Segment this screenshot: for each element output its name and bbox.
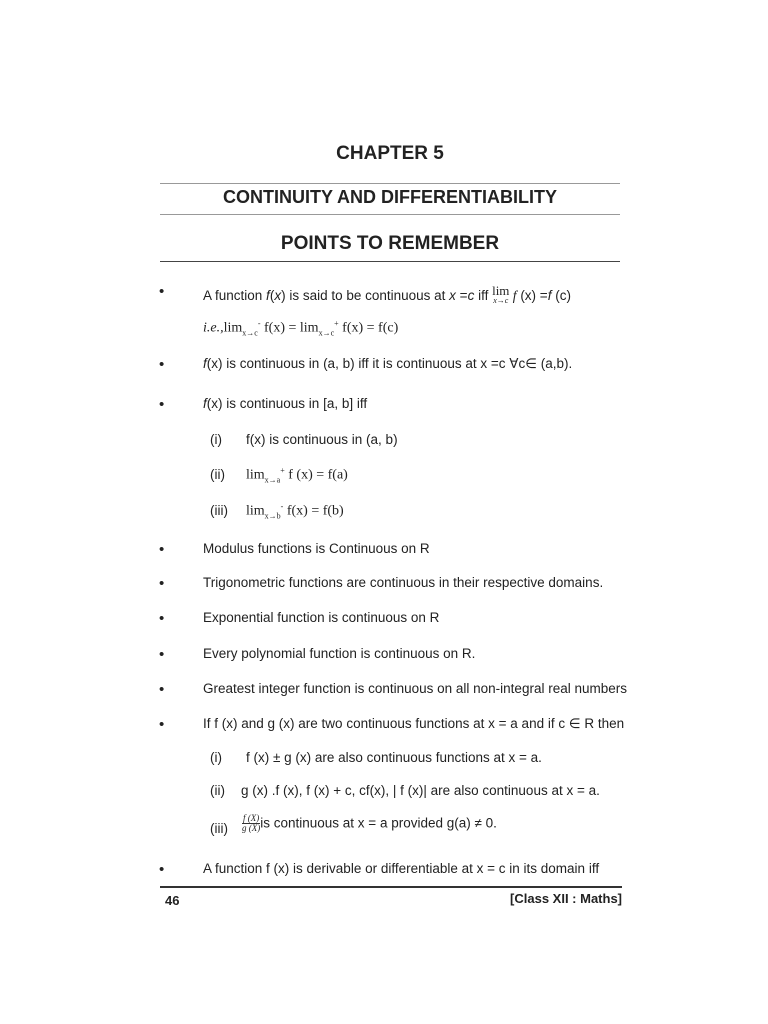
list-item: Trigonometric functions are continuous in their respective domains. bbox=[203, 575, 604, 590]
bullet-icon: • bbox=[159, 356, 165, 373]
list-item: A function f (x) is derivable or differentiable at x = c in its domain iff bbox=[203, 861, 600, 876]
sub-item-number: (ii) bbox=[210, 783, 225, 798]
bullet-icon: • bbox=[159, 575, 165, 592]
class-label: [Class XII : Maths] bbox=[510, 891, 622, 906]
bullet-icon: • bbox=[159, 681, 165, 698]
list-item: Every polynomial function is continuous on R. bbox=[203, 646, 476, 661]
divider-top bbox=[160, 183, 620, 184]
sub-item-text: f (x) ± g (x) are also continuous functions at x = a. bbox=[246, 750, 542, 765]
list-item: Greatest integer function is continuous on all non-integral real numbers bbox=[203, 681, 627, 696]
sub-item-number: (i) bbox=[210, 432, 222, 447]
sub-item-number: (iii) bbox=[210, 821, 228, 836]
list-item: f(x) is continuous in [a, b] iff bbox=[203, 396, 368, 411]
page-number: 46 bbox=[165, 893, 180, 908]
list-item: Modulus functions is Continuous on R bbox=[203, 541, 430, 556]
divider-middle bbox=[160, 214, 620, 215]
bullet-icon: • bbox=[159, 610, 165, 627]
footer-divider bbox=[160, 886, 622, 888]
sub-item-number: (ii) bbox=[210, 467, 225, 482]
sub-item-text: g (x) .f (x), f (x) + c, cf(x), | f (x)| are also continuous at x = a. bbox=[241, 783, 600, 798]
equation: $\lim_{x\to a}^+ f$ (x) = f(a) bbox=[246, 466, 348, 485]
bullet-icon: • bbox=[159, 716, 165, 733]
equation: $i.e.,\lim_{x\to c}^-$ $f(x) = \lim_{x\to c}^+ f(x) = f(c)$ bbox=[203, 319, 399, 338]
section-heading: POINTS TO REMEMBER bbox=[280, 233, 500, 254]
bullet-icon: • bbox=[159, 396, 165, 413]
list-item: If f (x) and g (x) are two continuous functions at x = a and if c ∈ R then bbox=[203, 716, 625, 731]
bullet-icon: • bbox=[159, 861, 165, 878]
page-title: CONTINUITY AND DIFFERENTIABILITY bbox=[223, 187, 557, 207]
equation: $\lim_{x\to b}^- f(x) = f(b)$ bbox=[246, 502, 344, 521]
bullet-icon: • bbox=[159, 541, 165, 558]
list-item: Exponential function is continuous on R bbox=[203, 610, 440, 625]
bullet-icon: • bbox=[159, 283, 165, 300]
sub-item-text: $\frac{f (X)}{g (X)}$ is continuous at x = a provided g(a) ≠ 0. bbox=[242, 813, 497, 834]
list-item: A function f(x) is said to be continuous at x =c iff lim x→c f (x) =f (c) bbox=[203, 283, 571, 305]
list-item: f(x) is continuous in (a, b) iff it is continuous at x =c ∀c∈ (a,b). bbox=[203, 356, 573, 371]
sub-item-number: (i) bbox=[210, 750, 222, 765]
sub-item-text: f(x) is continuous in (a, b) bbox=[246, 432, 398, 447]
sub-item-number: (iii) bbox=[210, 503, 228, 518]
divider-bottom bbox=[160, 261, 620, 262]
chapter-heading: CHAPTER 5 bbox=[336, 143, 444, 164]
fraction: $\frac{f (X)}{g (X)}$ bbox=[242, 813, 261, 834]
bullet-icon: • bbox=[159, 646, 165, 663]
